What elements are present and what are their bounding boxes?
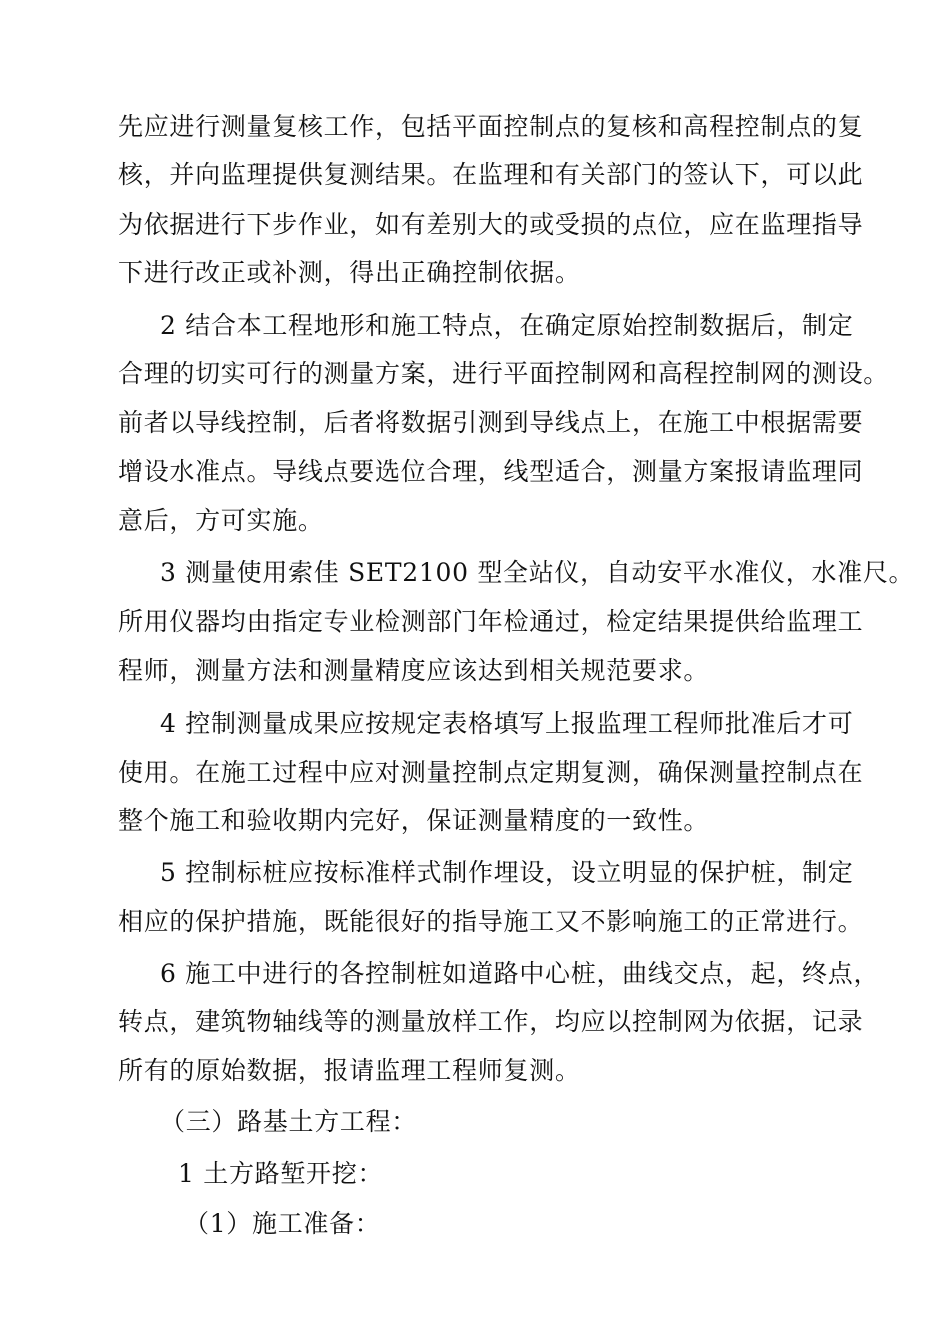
section-heading: （三）路基土方工程：	[160, 1107, 418, 1136]
text-line: 下进行改正或补测，得出正确控制依据。	[118, 258, 581, 287]
text-line: 相应的保护措施，既能很好的指导施工又不影响施工的正常进行。	[118, 907, 864, 936]
text-line: 使用。在施工过程中应对测量控制点定期复测，确保测量控制点在	[118, 758, 864, 787]
text-line: 5 控制标桩应按标准样式制作埋设，设立明显的保护桩，制定	[160, 858, 854, 887]
text-line: 增设水准点。导线点要选位合理，线型适合，测量方案报请监理同	[118, 457, 864, 486]
text-line: 前者以导线控制，后者将数据引测到导线点上，在施工中根据需要	[118, 408, 864, 437]
text-line: 为依据进行下步作业，如有差别大的或受损的点位，应在监理指导	[118, 210, 864, 239]
text-line: 程师，测量方法和测量精度应该达到相关规范要求。	[118, 656, 710, 685]
text-line: 2 结合本工程地形和施工特点，在确定原始控制数据后，制定	[160, 311, 854, 340]
text-line: 所用仪器均由指定专业检测部门年检通过，检定结果提供给监理工	[118, 607, 864, 636]
text-line: 3 测量使用索佳 SET2100 型全站仪，自动安平水准仪，水准尺。	[160, 558, 915, 587]
text-line: 4 控制测量成果应按规定表格填写上报监理工程师批准后才可	[160, 709, 854, 738]
text-line: 合理的切实可行的测量方案，进行平面控制网和高程控制网的测设。	[118, 359, 890, 388]
text-line: 6 施工中进行的各控制桩如道路中心桩，曲线交点，起，终点，	[160, 959, 880, 988]
text-line: 转点，建筑物轴线等的测量放样工作，均应以控制网为依据，记录	[118, 1007, 864, 1036]
text-line: 整个施工和验收期内完好，保证测量精度的一致性。	[118, 806, 710, 835]
text-line: 意后，方可实施。	[118, 506, 324, 535]
text-line: 核，并向监理提供复测结果。在监理和有关部门的签认下，可以此	[118, 160, 864, 189]
subsection-heading: （1）施工准备：	[184, 1209, 381, 1238]
subsection-heading: 1 土方路堑开挖：	[178, 1159, 384, 1188]
text-line: 所有的原始数据，报请监理工程师复测。	[118, 1056, 581, 1085]
text-line: 先应进行测量复核工作，包括平面控制点的复核和高程控制点的复	[118, 112, 864, 141]
